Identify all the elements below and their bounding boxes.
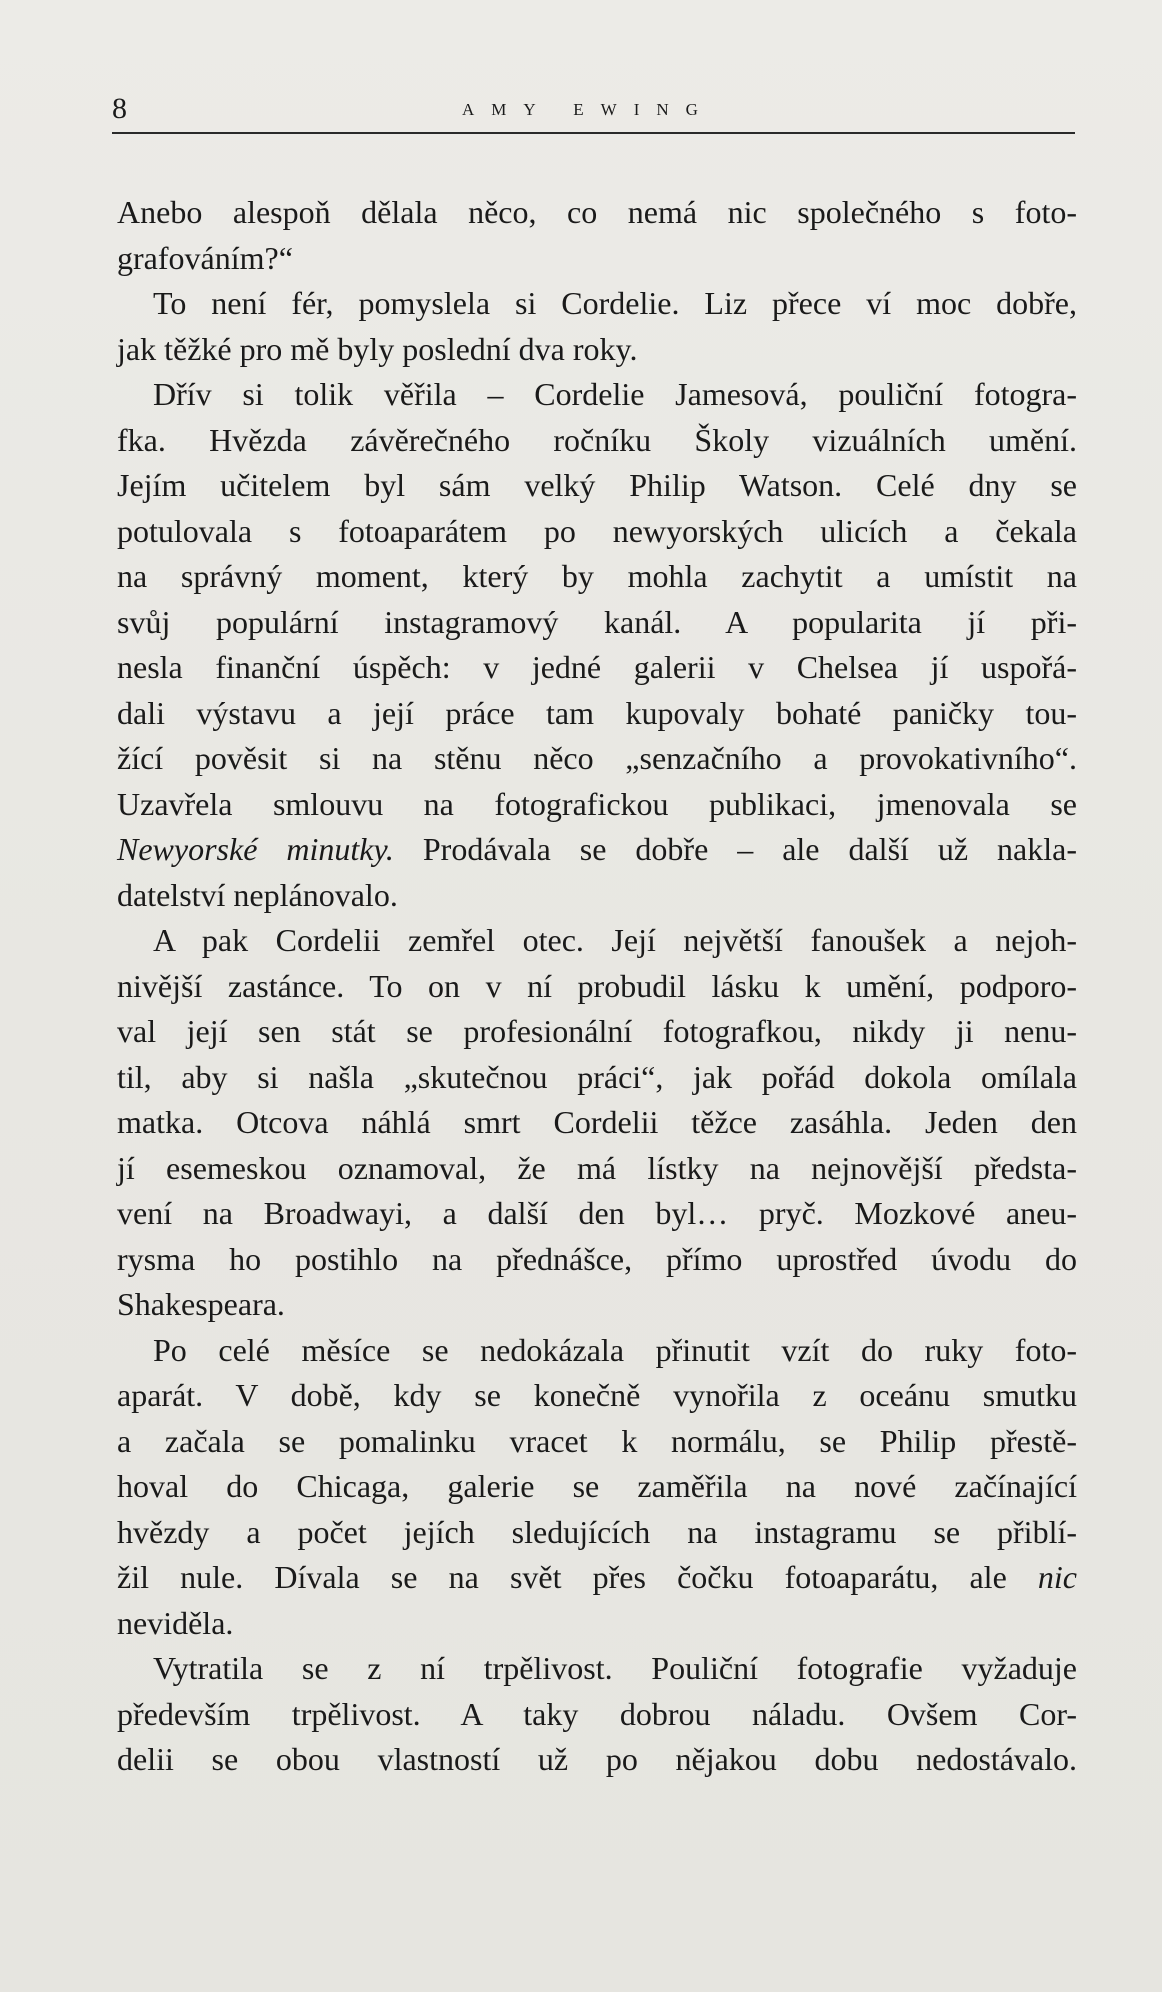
line-text: Prodávala se dobře – ale další už nakla-: [393, 831, 1078, 867]
text-line: Jejím učitelem byl sám velký Philip Watson. Celé dny se: [117, 467, 1077, 503]
italic-word: nic: [1037, 1559, 1077, 1595]
text-line: Anebo alespoň dělala něco, co nemá nic společného s foto-: [117, 194, 1077, 230]
text-line: Po celé měsíce se nedokázala přinutit vzít do ruky foto-: [153, 1331, 1077, 1368]
line-text: žil nule. Dívala se na svět přes čočku fotoaparátu, ale: [117, 1559, 1038, 1595]
running-header: [112, 92, 1075, 126]
text-line: val její sen stát se profesionální fotografkou, nikdy ji nenu-: [117, 1013, 1077, 1049]
italic-title: Newyorské minutky.: [117, 831, 394, 867]
body-text: [117, 190, 1077, 1783]
text-line: aparát. V době, kdy se konečně vynořila z oceánu smutku: [117, 1377, 1077, 1413]
text-line: jak těžké pro mě byly poslední dva roky.: [117, 330, 638, 367]
text-line: [117, 827, 1077, 873]
text-line: vení na Broadwayi, a další den byl… pryč. Mozkové aneu-: [117, 1195, 1077, 1231]
text-line: til, aby si našla „skutečnou práci“, jak pořád dokola omílala: [117, 1058, 1077, 1095]
text-line: To není fér, pomyslela si Cordelie. Liz přece ví moc dobře,: [153, 285, 1077, 321]
text-line: potulovala s fotoaparátem po newyorských ulicích a čekala: [117, 512, 1077, 549]
text-line: hoval do Chicaga, galerie se zaměřila na nové začínající: [117, 1468, 1077, 1504]
text-line: delii se obou vlastností už po nějakou dobu nedostávalo.: [117, 1741, 1077, 1777]
text-line: matka. Otcova náhlá smrt Cordelii těžce zasáhla. Jeden den: [117, 1104, 1077, 1140]
text-line: Shakespeara.: [117, 1286, 285, 1322]
page-number: 8: [112, 92, 127, 125]
text-line: rysma ho postihlo na přednášce, přímo uprostřed úvodu do: [117, 1240, 1077, 1277]
text-line: A pak Cordelii zemřel otec. Její největší fanoušek a nejoh-: [153, 922, 1077, 958]
text-line: datelství neplánovalo.: [117, 876, 398, 913]
text-line: neviděla.: [117, 1604, 234, 1641]
text-line: dali výstavu a její práce tam kupovaly bohaté paničky tou-: [117, 694, 1077, 731]
text-line: [117, 1555, 1077, 1601]
text-line: nivější zastánce. To on v ní probudil lásku k umění, podporo-: [117, 967, 1077, 1004]
text-line: a začala se pomalinku vracet k normálu, se Philip přestě-: [117, 1422, 1077, 1459]
text-line: nesla finanční úspěch: v jedné galerii v Chelsea jí uspořá-: [117, 649, 1077, 685]
text-line: především trpělivost. A taky dobrou náladu. Ovšem Cor-: [117, 1695, 1077, 1732]
text-line: fka. Hvězda závěrečného ročníku Školy vizuálních umění.: [117, 421, 1077, 458]
text-line: hvězdy a počet jejích sledujících na instagramu se přiblí-: [117, 1513, 1077, 1550]
text-line: jí esemeskou oznamoval, že má lístky na nejnovější předsta-: [117, 1149, 1077, 1186]
text-line: Dřív si tolik věřila – Cordelie Jamesová, pouliční fotogra-: [153, 376, 1077, 412]
text-line: Vytratila se z ní trpělivost. Pouliční fotografie vyžaduje: [153, 1650, 1077, 1686]
text-line: Uzavřela smlouvu na fotografickou publikaci, jmenovala se: [117, 785, 1077, 822]
text-line: grafováním?“: [117, 239, 293, 276]
running-head-author: AMY EWING: [462, 100, 715, 119]
header-rule: [112, 132, 1075, 134]
text-line: žící pověsit si na stěnu něco „senzačního a provokativního“.: [117, 740, 1077, 776]
text-line: na správný moment, který by mohla zachytit a umístit na: [117, 558, 1077, 594]
text-line: svůj populární instagramový kanál. A popularita jí při-: [117, 603, 1077, 640]
